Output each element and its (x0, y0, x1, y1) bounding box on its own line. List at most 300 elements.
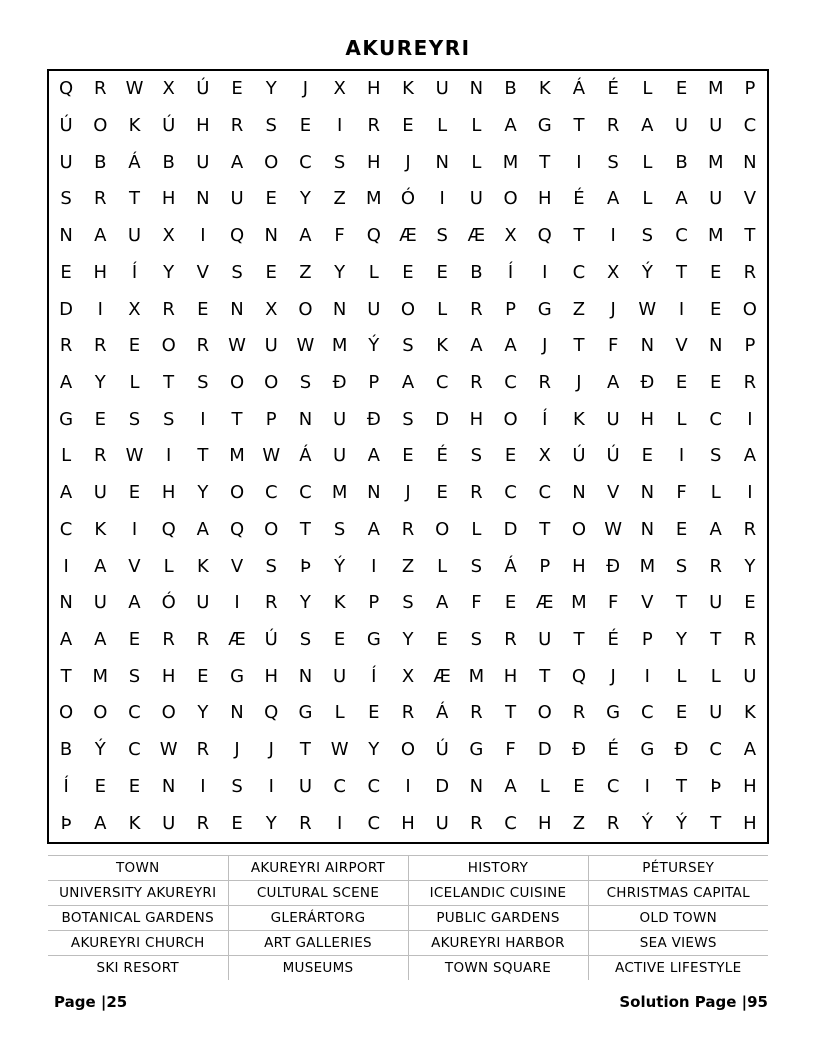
grid-cell: U (264, 335, 278, 357)
grid-cell: J (302, 78, 309, 100)
grid-cell: O (93, 115, 108, 137)
grid-cell: R (94, 78, 107, 100)
grid-cell: L (710, 482, 721, 504)
grid-cell: Y (197, 482, 209, 504)
grid-cell: Ð (366, 408, 381, 430)
word-item: TOWN SQUARE (408, 956, 588, 981)
grid-cell: U (333, 665, 347, 687)
grid-cell: N (435, 151, 449, 173)
grid-cell: X (128, 298, 141, 320)
word-item: AKUREYRI AIRPORT (228, 856, 408, 881)
grid-cell: E (368, 702, 380, 724)
grid-cell: T (573, 335, 585, 357)
grid-cell: B (162, 151, 175, 173)
grid-cell: Y (197, 702, 209, 724)
grid-cell: Z (572, 298, 586, 320)
grid-cell: Y (402, 629, 414, 651)
grid-cell: C (743, 115, 757, 137)
grid-cell: U (709, 115, 723, 137)
grid-cell: N (367, 482, 381, 504)
grid-cell: S (641, 225, 654, 247)
grid-cell: I (234, 592, 240, 614)
grid-cell: B (94, 151, 107, 173)
grid-cell: J (610, 298, 616, 320)
grid-cell: S (436, 225, 448, 247)
grid-cell: L (642, 151, 653, 173)
grid-cell: O (298, 298, 313, 320)
grid-cell: C (641, 702, 654, 724)
grid-cell: U (196, 151, 210, 173)
grid-cell: A (709, 518, 722, 540)
grid-cell: X (162, 78, 175, 100)
grid-cell: L (471, 151, 482, 173)
grid-cell: O (742, 298, 757, 320)
grid-cell: I (678, 298, 685, 320)
grid-cell: R (401, 518, 415, 540)
grid-cell: U (709, 188, 723, 210)
grid-cell: M (92, 665, 109, 687)
grid-cell: C (504, 482, 517, 504)
grid-cell: T (744, 225, 756, 247)
grid-cell: R (162, 629, 175, 651)
grid-cell: Q (229, 518, 245, 540)
grid-cell: E (197, 298, 209, 320)
grid-cell: C (709, 739, 722, 761)
grid-cell: I (644, 775, 650, 797)
grid-cell: I (371, 555, 377, 577)
grid-cell: W (296, 335, 315, 357)
grid-cell: R (572, 702, 586, 724)
grid-cell: C (504, 812, 517, 834)
grid-cell: I (439, 188, 445, 210)
grid-cell: W (262, 445, 281, 467)
grid-cell: M (707, 225, 724, 247)
grid-cell: R (196, 335, 210, 357)
grid-cell: S (60, 188, 72, 210)
grid-cell: U (435, 812, 449, 834)
grid-cell: U (162, 812, 176, 834)
grid-cell: S (470, 555, 483, 577)
grid-cell: G (59, 408, 74, 430)
grid-cell: F (676, 482, 687, 504)
grid-cell: R (470, 372, 483, 394)
word-item: TOWN (48, 856, 228, 881)
grid-cell: S (402, 335, 414, 357)
grid-cell: L (471, 518, 482, 540)
grid-cell: U (333, 408, 347, 430)
grid-cell: W (228, 335, 246, 357)
grid-cell: S (231, 261, 243, 283)
grid-cell: M (502, 151, 519, 173)
grid-cell: Ð (640, 372, 655, 394)
grid-cell: A (436, 592, 449, 614)
grid-cell: L (676, 665, 687, 687)
grid-cell: E (675, 372, 688, 394)
grid-cell: J (405, 482, 411, 504)
grid-cell: O (264, 518, 279, 540)
grid-cell: W (125, 78, 144, 100)
grid-cell: Þ (710, 775, 722, 797)
grid-cell: D (435, 408, 450, 430)
grid-cell: H (503, 665, 518, 687)
grid-cell: T (710, 629, 722, 651)
grid-cell: H (537, 812, 552, 834)
grid-cell: Y (368, 739, 380, 761)
grid-cell: A (59, 629, 73, 651)
grid-cell: U (196, 592, 210, 614)
grid-cell: M (229, 445, 245, 467)
grid-cell: E (265, 188, 277, 210)
grid-cell: E (710, 261, 722, 283)
word-item: PUBLIC GARDENS (408, 906, 588, 931)
grid-cell: C (128, 702, 141, 724)
grid-cell: K (196, 555, 209, 577)
grid-cell: F (505, 739, 516, 761)
word-item: OLD TOWN (588, 906, 768, 931)
grid-cell: E (710, 298, 722, 320)
grid-cell: H (743, 775, 757, 797)
grid-cell: E (231, 78, 243, 100)
grid-cell: H (572, 555, 586, 577)
grid-cell: G (469, 739, 484, 761)
grid-cell: E (675, 518, 688, 540)
grid-cell: Ý (641, 261, 653, 283)
grid-cell: Ú (196, 78, 210, 100)
grid-cell: E (573, 775, 585, 797)
grid-cell: S (402, 408, 414, 430)
grid-cell: S (162, 408, 175, 430)
grid-cell: F (607, 592, 619, 614)
grid-cell: I (200, 225, 206, 247)
grid-cell: U (59, 151, 73, 173)
grid-cell: Æ (399, 225, 417, 247)
grid-cell: Ý (94, 739, 106, 761)
grid-cell: O (503, 408, 518, 430)
grid-cell: M (707, 78, 724, 100)
word-item: PÉTURSEY (588, 856, 768, 881)
grid-cell: T (231, 408, 243, 430)
grid-cell: P (265, 408, 277, 430)
grid-cell: Ý (641, 812, 653, 834)
grid-cell: K (128, 115, 141, 137)
grid-cell: K (333, 592, 346, 614)
grid-cell: Ý (334, 555, 346, 577)
grid-cell: N (230, 298, 244, 320)
grid-cell: E (504, 445, 517, 467)
grid-cell: C (299, 151, 312, 173)
grid-cell: S (128, 665, 141, 687)
grid-cell: A (299, 225, 312, 247)
grid-cell: R (196, 629, 210, 651)
grid-cell: U (435, 78, 449, 100)
grid-cell: Q (229, 225, 245, 247)
grid-cell: Þ (299, 555, 311, 577)
grid-cell: Ð (571, 739, 586, 761)
grid-cell: U (709, 592, 723, 614)
grid-cell: Á (504, 555, 517, 577)
grid-cell: S (231, 775, 243, 797)
grid-cell: F (607, 335, 619, 357)
word-list-row (48, 931, 768, 956)
grid-cell: T (163, 372, 175, 394)
grid-cell: X (538, 445, 551, 467)
grid-cell: G (606, 702, 621, 724)
grid-cell: D (59, 298, 74, 320)
grid-cell: W (330, 739, 349, 761)
grid-cell: A (94, 225, 107, 247)
grid-cell: T (299, 518, 311, 540)
grid-cell: X (162, 225, 175, 247)
grid-cell: P (641, 629, 653, 651)
grid-cell: O (400, 739, 416, 761)
grid-cell: R (59, 335, 73, 357)
grid-cell: S (402, 592, 414, 614)
grid-cell: I (576, 151, 582, 173)
grid-cell: N (161, 775, 176, 797)
grid-cell: D (503, 518, 518, 540)
grid-cell: R (538, 372, 551, 394)
grid-cell: L (61, 445, 72, 467)
grid-cell: L (437, 555, 448, 577)
grid-cell: W (159, 739, 178, 761)
grid-cell: R (94, 188, 107, 210)
grid-cell: V (230, 555, 244, 577)
grid-cell: I (268, 775, 274, 797)
grid-cell: V (128, 555, 141, 577)
grid-cell: Q (537, 225, 552, 247)
grid-cell: Ó (400, 188, 416, 210)
grid-cell: Í (542, 408, 548, 430)
grid-cell: Ú (572, 445, 586, 467)
grid-cell: J (610, 665, 616, 687)
grid-cell: O (571, 518, 587, 540)
grid-cell: Í (507, 261, 514, 283)
grid-cell: R (367, 115, 381, 137)
grid-cell: M (331, 335, 348, 357)
grid-cell: A (641, 115, 654, 137)
grid-cell: A (94, 629, 107, 651)
grid-cell: N (59, 592, 73, 614)
word-item: UNIVERSITY AKUREYRI (48, 881, 228, 906)
grid-cell: T (60, 665, 72, 687)
grid-cell: T (573, 225, 585, 247)
grid-cell: É (436, 445, 448, 467)
grid-cell: I (200, 775, 206, 797)
grid-cell: G (537, 115, 552, 137)
grid-cell: N (708, 335, 723, 357)
word-search-grid (47, 69, 769, 844)
grid-cell: C (367, 775, 381, 797)
grid-cell: Æ (433, 665, 451, 687)
grid-cell: Ð (674, 739, 689, 761)
grid-cell: I (405, 775, 411, 797)
grid-cell: U (743, 665, 757, 687)
grid-cell: O (161, 702, 176, 724)
grid-cell: Ú (435, 739, 449, 761)
grid-cell: T (573, 115, 585, 137)
grid-cell: E (128, 629, 141, 651)
grid-cell: J (234, 739, 240, 761)
grid-cell: S (299, 372, 312, 394)
grid-cell: T (539, 151, 551, 173)
grid-cell: R (709, 555, 722, 577)
grid-cell: X (401, 665, 415, 687)
grid-cell: G (640, 739, 655, 761)
grid-cell: U (606, 408, 620, 430)
grid-cell: X (504, 225, 517, 247)
grid-cell: M (707, 151, 724, 173)
grid-cell: I (336, 812, 343, 834)
grid-cell: R (606, 115, 620, 137)
grid-cell: N (572, 482, 586, 504)
grid-cell: Q (264, 702, 279, 724)
word-list-row (48, 856, 768, 881)
grid-cell: O (93, 702, 108, 724)
grid-cell: U (538, 629, 552, 651)
grid-cell: R (470, 702, 483, 724)
word-list (48, 855, 768, 980)
grid-cell: Y (334, 261, 346, 283)
grid-cell: U (230, 188, 244, 210)
grid-cell: X (333, 78, 346, 100)
grid-cell: T (128, 188, 140, 210)
grid-cell: P (505, 298, 516, 320)
grid-cell: W (125, 445, 144, 467)
grid-cell: L (471, 115, 482, 137)
grid-cell: T (299, 739, 311, 761)
grid-cell: H (196, 115, 210, 137)
grid-cell: W (638, 298, 657, 320)
grid-cell: G (366, 629, 381, 651)
grid-cell: Z (401, 555, 415, 577)
grid-cell: Z (572, 812, 586, 834)
page-title: AKUREYRI (345, 36, 471, 60)
grid-cell: T (676, 775, 688, 797)
grid-cell: É (607, 739, 619, 761)
grid-cell: U (674, 115, 689, 137)
grid-cell: I (166, 445, 172, 467)
grid-cell: L (129, 372, 140, 394)
grid-cell: K (94, 518, 107, 540)
grid-cell: F (334, 225, 345, 247)
grid-cell: O (264, 372, 279, 394)
grid-cell: Ú (606, 445, 620, 467)
grid-cell: J (405, 151, 411, 173)
grid-cell: É (607, 78, 619, 100)
grid-cell: I (678, 445, 685, 467)
grid-cell: T (539, 665, 551, 687)
grid-cell: I (131, 518, 138, 540)
word-item: GLERÁRTORG (228, 906, 408, 931)
grid-cell: R (743, 518, 757, 540)
word-list-row (48, 881, 768, 906)
grid-cell: P (368, 592, 380, 614)
grid-cell: C (299, 482, 312, 504)
grid-cell: A (59, 482, 73, 504)
grid-cell: O (400, 298, 416, 320)
grid-cell: D (537, 739, 552, 761)
grid-cell: T (539, 518, 551, 540)
grid-cell: A (401, 372, 415, 394)
grid-cell: Ð (606, 555, 621, 577)
grid-cell: A (367, 445, 380, 467)
grid-cell: R (299, 812, 312, 834)
grid-cell: Y (744, 555, 756, 577)
grid-cell: T (676, 261, 688, 283)
grid-cell: O (229, 482, 245, 504)
grid-cell: E (402, 261, 414, 283)
grid-cell: E (710, 372, 722, 394)
grid-cell: O (537, 702, 552, 724)
grid-cell: K (538, 78, 551, 100)
grid-cell: C (504, 372, 517, 394)
word-item: ART GALLERIES (228, 931, 408, 956)
grid-cell: I (644, 665, 650, 687)
grid-cell: S (470, 629, 483, 651)
grid-cell: R (470, 298, 483, 320)
grid-cell: N (298, 408, 313, 430)
word-item: CULTURAL SCENE (228, 881, 408, 906)
grid-cell: H (743, 812, 757, 834)
grid-cell: R (94, 445, 107, 467)
grid-cell: R (401, 702, 415, 724)
grid-cell: I (97, 298, 103, 320)
grid-cell: L (676, 408, 687, 430)
grid-cell: Á (299, 445, 312, 467)
grid-cell: U (298, 775, 313, 797)
grid-cell: K (128, 812, 141, 834)
grid-cell: O (264, 151, 279, 173)
grid-cell: L (163, 555, 174, 577)
grid-cell: E (675, 78, 688, 100)
grid-cell: Q (571, 665, 587, 687)
grid-cell: R (606, 812, 620, 834)
grid-cell: K (573, 408, 585, 430)
word-item: SKI RESORT (48, 956, 228, 981)
grid-cell: H (469, 408, 484, 430)
grid-cell: R (94, 335, 107, 357)
grid-cell: L (368, 261, 379, 283)
grid-cell: U (93, 482, 107, 504)
grid-cell: N (264, 225, 278, 247)
grid-cell: K (743, 702, 756, 724)
grid-cell: E (744, 592, 756, 614)
grid-cell: A (504, 775, 517, 797)
grid-cell: E (333, 629, 346, 651)
grid-cell: Z (333, 188, 346, 210)
grid-cell: H (537, 188, 552, 210)
grid-cell: O (59, 702, 74, 724)
grid-cell: E (299, 115, 312, 137)
grid-cell: H (264, 665, 278, 687)
word-list-row (48, 906, 768, 931)
grid-cell: L (437, 115, 448, 137)
grid-cell: Í (131, 261, 138, 283)
grid-cell: C (128, 739, 141, 761)
word-item: SEA VIEWS (588, 931, 768, 956)
grid-cell: É (573, 188, 585, 210)
grid-cell: S (333, 151, 346, 173)
grid-cell: H (640, 408, 655, 430)
grid-cell: I (542, 261, 548, 283)
solution-page-number: Solution Page |95 (619, 993, 768, 1011)
grid-cell: L (710, 665, 721, 687)
grid-cell: R (504, 629, 517, 651)
grid-cell: A (743, 445, 757, 467)
grid-cell: L (642, 78, 653, 100)
grid-cell: S (470, 445, 483, 467)
word-item: ACTIVE LIFESTYLE (588, 956, 768, 981)
